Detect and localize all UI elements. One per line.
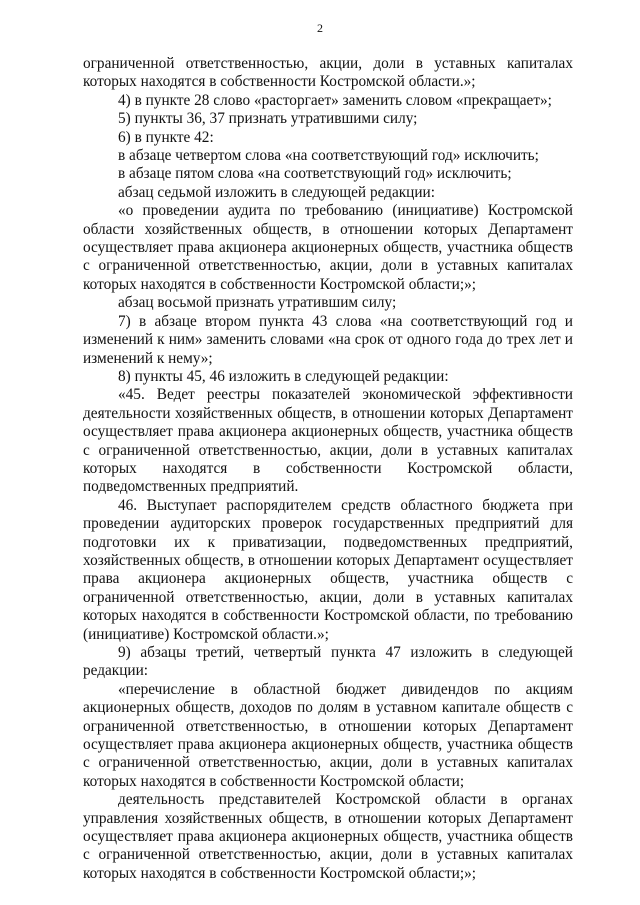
paragraph: ограниченной ответственностью, акции, доли в уставных капиталах которых находятся в собственности Костромской области.»; xyxy=(83,55,573,91)
paragraph: 7) в абзаце втором пункта 43 слова «на соответствующий год и изменений к ним» заменить словами «на срок от одного года до трех лет и изменений к нему»; xyxy=(83,312,573,367)
page-number: 2 xyxy=(317,21,323,35)
paragraph: абзац восьмой признать утратившим силу; xyxy=(118,294,397,312)
paragraph: 4) в пункте 28 слово «расторгает» заменить словом «прекращает»; xyxy=(118,91,552,109)
paragraph: 8) пункты 45, 46 изложить в следующей редакции: xyxy=(118,367,449,385)
paragraph: 46. Выступает распорядителем средств областного бюджета при проведении аудиторских проверок государственных предприятий для подготовки их к приватизации, подведомственных предприятий, хозяйственных обществ, в отношении которых Департамент осуществляет права акционера акционерных обществ, участника обществ с ограниченной ответственностью, акции, доли в уставных капиталах которых находятся в собственности Костромской области, по требованию (инициативе) Костромской области.»; xyxy=(83,496,573,643)
paragraph: абзац седьмой изложить в следующей редакции: xyxy=(118,183,435,201)
paragraph: 5) пункты 36, 37 признать утратившими силу; xyxy=(118,110,418,128)
paragraph: в абзаце четвертом слова «на соответствующий год» исключить; xyxy=(118,147,539,165)
paragraph: 9) абзацы третий, четвертый пункта 47 изложить в следующей редакции: xyxy=(83,644,573,680)
paragraph: в абзаце пятом слова «на соответствующий год» исключить; xyxy=(118,165,512,183)
paragraph: «45. Ведет реестры показателей экономической эффективности деятельности хозяйственных обществ, в отношении которых Департамент осуществляет права акционера акционерных обществ, участника обществ с ограниченной ответственностью, акции, доли в уставных капиталах которых находятся в собственности Костромской области, подведомственных предприятий. xyxy=(83,386,573,496)
paragraph: «о проведении аудита по требованию (инициативе) Костромской области хозяйственных обществ, в отношении которых Департамент осуществляет права акционера акционерных обществ, участника обществ с ограниченной ответственностью, акции, доли в уставных капиталах которых находятся в собственности Костромской области;»; xyxy=(83,202,573,293)
paragraph: 6) в пункте 42: xyxy=(118,128,214,146)
paragraph: деятельность представителей Костромской области в органах управления хозяйственных обществ, в отношении которых Департамент осуществляет права акционера акционерных обществ, участника обществ с ограниченной ответственностью, акции, доли в уставных капиталах которых находятся в собственности Костромской области;»; xyxy=(83,791,573,882)
paragraph: «перечисление в областной бюджет дивидендов по акциям акционерных обществ, доходов по долям в уставном капитале обществ с ограниченной ответственностью, в отношении которых Департамент осуществляет права акционера акционерных обществ, участника обществ с ограниченной ответственностью, акции, доли в уставных капиталах которых находятся в собственности Костромской области; xyxy=(83,680,573,790)
document-body xyxy=(83,55,573,883)
